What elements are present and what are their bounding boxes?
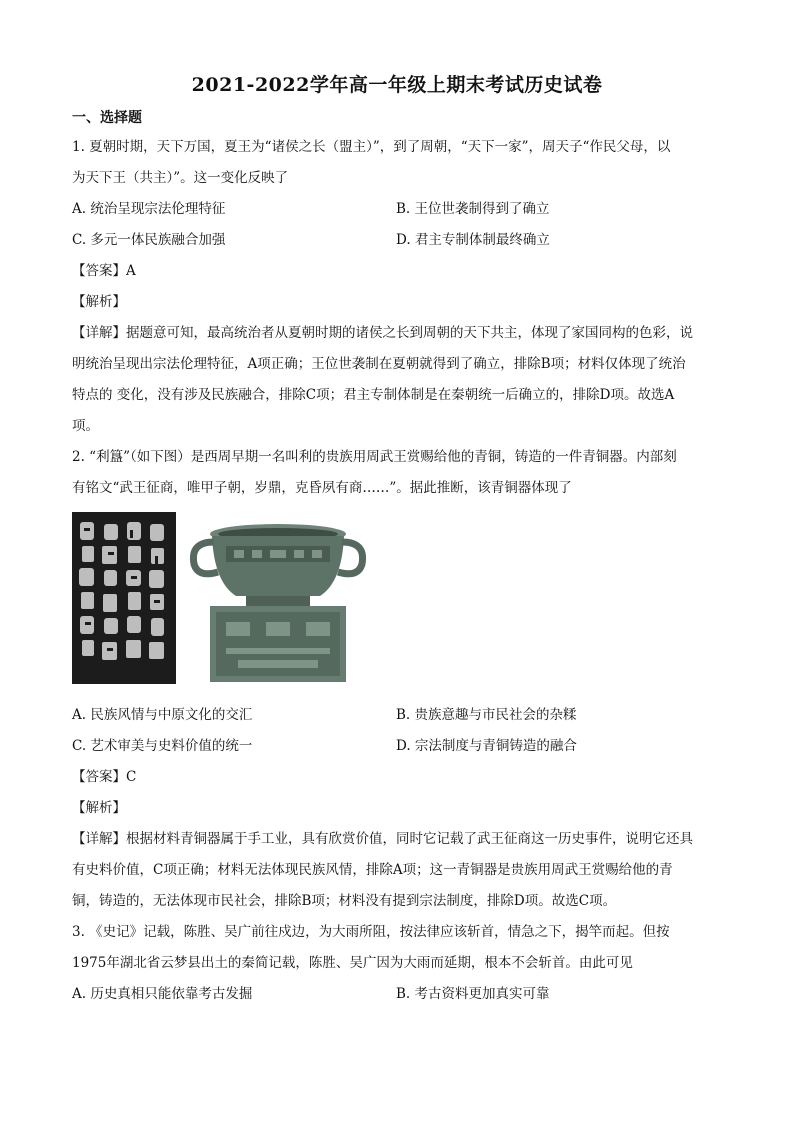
question-stem-line: 有铭文“武王征商，唯甲子朝，岁鼎，克昏夙有商……”。据此推断，该青铜器体现了: [72, 480, 572, 496]
option-c: C. 多元一体民族融合加强: [72, 232, 226, 248]
detail-line: 特点的 变化，没有涉及民族融合，排除C项；君主专制体制是在秦朝统一后确立的，排除D项。故选A: [72, 387, 675, 403]
options-row: [72, 225, 724, 256]
detail-line: 【详解】据题意可知，最高统治者从夏朝时期的诸侯之长到周朝的天下共主，体现了家国同构的色彩，说: [72, 325, 693, 341]
question-stem-line: 1975年湖北省云梦县出土的秦简记载，陈胜、吴广因为大雨而延期，根本不会斩首。由此可见: [72, 955, 633, 971]
option-a: A. 统治呈现宗法伦理特征: [72, 201, 226, 217]
question-3: [72, 917, 724, 1010]
question-stem-line: 为天下王（共主）”。这一变化反映了: [72, 170, 289, 186]
detail-line: 项。: [72, 418, 99, 434]
answer-label: 【答案】C: [72, 769, 137, 785]
section-heading: 一、选择题: [72, 110, 142, 126]
exam-body: [72, 104, 724, 1010]
option-d: D. 宗法制度与青铜铸造的融合: [396, 738, 577, 754]
option-a: A. 民族风情与中原文化的交汇: [72, 707, 253, 723]
detail-line: 铜，铸造的，无法体现市民社会，排除B项；材料没有提到宗法制度，排除D项。故选C项。: [72, 893, 617, 909]
detail-line: 【详解】根据材料青铜器属于手工业，具有欣赏价值，同时它记载了武王征商这一历史事件，说明它还具: [72, 831, 693, 847]
options-row: [72, 700, 724, 731]
page-title: 2021-2022学年高一年级上期末考试历史试卷: [191, 74, 603, 96]
question-1: [72, 132, 724, 442]
option-a: A. 历史真相只能依靠考古发掘: [72, 986, 253, 1002]
options-row: [72, 979, 724, 1010]
option-b: B. 考古资料更加真实可靠: [396, 986, 550, 1002]
option-d: D. 君主专制体制最终确立: [396, 232, 550, 248]
question-stem-line: 1. 夏朝时期，天下万国，夏王为“诸侯之长（盟主）”，到了周朝，“天下一家”，周天子“作民父母，以: [72, 139, 671, 155]
question-2: [72, 442, 724, 917]
answer-label: 【答案】A: [72, 263, 136, 279]
inscription-rubbing-image: [72, 512, 176, 684]
option-b: B. 王位世袭制得到了确立: [396, 201, 550, 217]
analysis-label: 【解析】: [72, 294, 126, 310]
question-stem-line: 2. “利簋”（如下图）是西周早期一名叫利的贵族用周武王赏赐给他的青铜，铸造的一件青铜器。内部刻: [72, 449, 677, 465]
option-b: B. 贵族意趣与市民社会的杂糅: [396, 707, 577, 723]
analysis-label: 【解析】: [72, 800, 126, 816]
options-row: [72, 731, 724, 762]
question-stem-line: 3. 《史记》记载，陈胜、吴广前往戍边，为大雨所阻，按法律应该斩首，情急之下，揭竿而起。但按: [72, 924, 670, 940]
options-row: [72, 194, 724, 225]
bronze-gui-vessel-image: [186, 512, 371, 684]
question-figure: [72, 512, 724, 694]
option-c: C. 艺术审美与史料价值的统一: [72, 738, 253, 754]
detail-line: 有史料价值，C项正确；材料无法体现民族风情，排除A项；这一青铜器是贵族用周武王赏赐给他的青: [72, 862, 673, 878]
detail-line: 明统治呈现出宗法伦理特征，A项正确；王位世袭制在夏朝就得到了确立，排除B项；材料仅体现了统治: [72, 356, 686, 372]
